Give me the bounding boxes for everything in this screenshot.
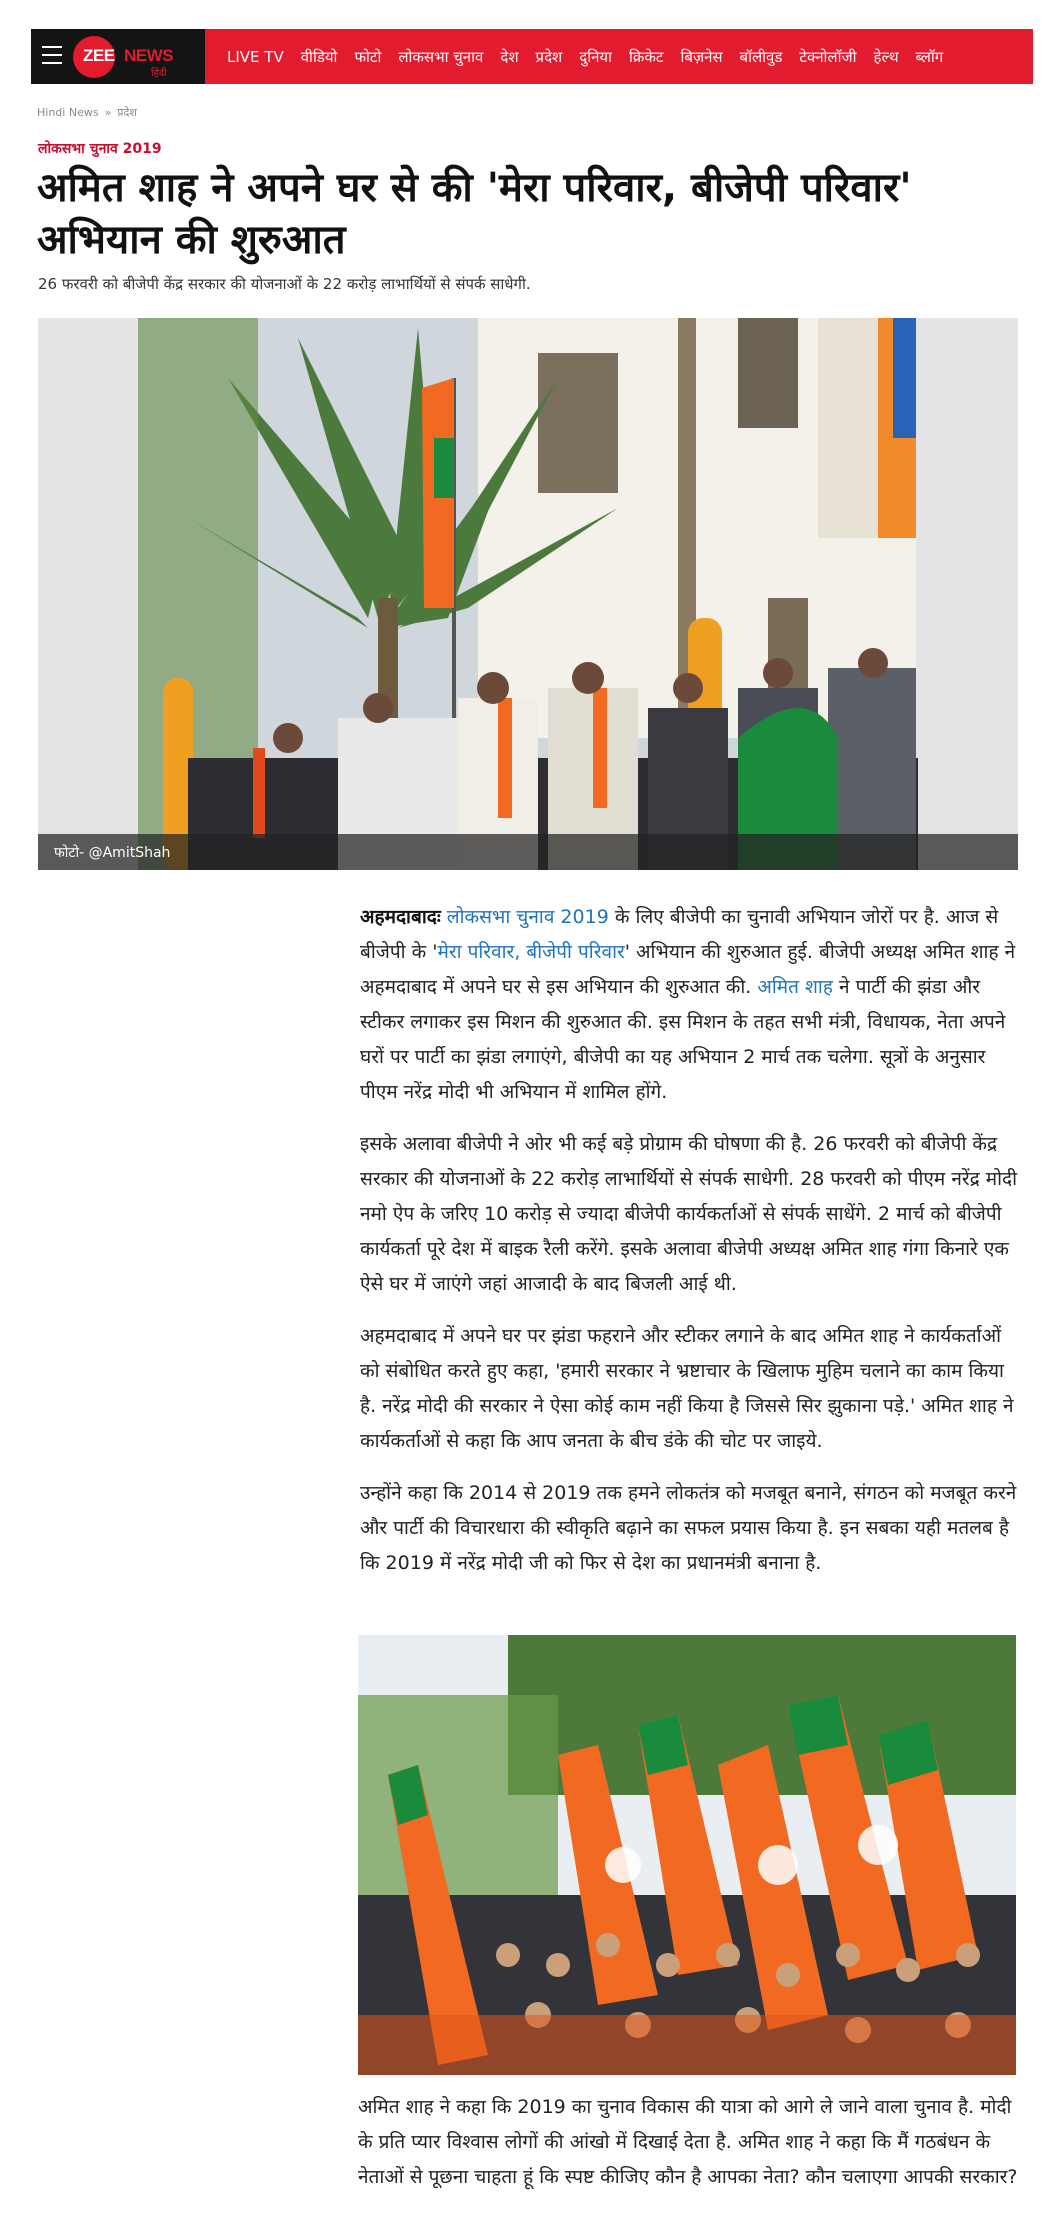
breadcrumb-home-link[interactable]: Hindi News [37, 106, 99, 119]
hero-photo [38, 318, 1018, 870]
nav-links [227, 29, 960, 84]
nav-link-technology[interactable]: टेक्नोलॉजी [799, 47, 857, 66]
top-navbar [31, 29, 1033, 84]
paragraph-1-text-c: ने पार्टी की झंडा और स्टीकर लगाकर इस मिशन की शुरुआत की. इस मिशन के तहत सभी मंत्री, विधायक, नेता अपने घरों पर पार्टी का झंडा लगाएंगे, बीजेपी का यह अभियान 2 मार्च तक चलेगा. सूत्रों के अनुसार पीएम नरेंद्र मोदी भी अभियान में शामिल होंगे. [360, 976, 1006, 1103]
article-headline: अमित शाह ने अपने घर से की 'मेरा परिवार, बीजेपी परिवार' अभियान की शुरुआत [37, 165, 912, 263]
paragraph-1-text-b: ' अभियान की शुरुआत हुई. बीजेपी अध्यक्ष अमित शाह ने अहमदाबाद में अपने घर से इस अभियान की शुरुआत की. [360, 941, 1016, 998]
nav-link-business[interactable]: बिज़नेस [680, 47, 723, 66]
breadcrumb-separator: » [104, 106, 112, 119]
article-body [360, 900, 1018, 1598]
logo-news-text: NEWS [124, 46, 173, 65]
nav-link-loksabha[interactable]: लोकसभा चुनाव [398, 47, 484, 66]
nav-link-bollywood[interactable]: बॉलीवुड [739, 47, 783, 66]
zee-news-logo[interactable] [73, 34, 201, 79]
article-category[interactable]: लोकसभा चुनाव 2019 [38, 141, 162, 157]
nav-link-cricket[interactable]: क्रिकेट [629, 47, 664, 66]
hamburger-menu-icon[interactable] [42, 46, 62, 66]
photo-caption-bar [38, 834, 1018, 870]
hero-photo-illustration [38, 318, 1018, 870]
article-paragraph-5: अमित शाह ने कहा कि 2019 का चुनाव विकास की यात्रा को आगे ले जाने वाला चुनाव है. मोदी के प्रति प्यार विश्वास लोगों की आंखो में दिखाई देता है. अमित शाह ने कहा कि मैं गठबंधन के नेताओं से पूछना चाहता हूं कि स्पष्ट कीजिए कौन है आपका नेता? कौन चलाएगा आपकी सरकार? [358, 2096, 1018, 2188]
nav-brand-area [31, 29, 205, 84]
logo-zee-text: ZEE [83, 46, 115, 65]
article-paragraph-1 [360, 900, 1018, 1110]
breadcrumb [37, 105, 137, 120]
dateline: अहमदाबादः [360, 906, 441, 928]
article-paragraph-2: इसके अलावा बीजेपी ने ओर भी कई बड़े प्रोग्राम की घोषणा की है. 26 फरवरी को बीजेपी केंद्र सरकार की योजनाओं के 22 करोड़ लाभार्थियों से संपर्क साधेगी. 28 फरवरी को पीएम नरेंद्र मोदी नमो ऐप के जरिए 10 करोड़ से ज्यादा बीजेपी कार्यकर्ताओं से संपर्क साधेंगे. 2 मार्च को बीजेपी कार्यकर्ता पूरे देश में बाइक रैली करेंगे. इसके अलावा बीजेपी अध्यक्ष अमित शाह गंगा किनारे एक ऐसे घर में जाएंगे जहां आजादी के बाद बिजली आई थी. [360, 1133, 1018, 1295]
link-loksabha-2019[interactable]: लोकसभा चुनाव 2019 [446, 906, 609, 928]
link-mera-parivar[interactable]: मेरा परिवार, बीजेपी परिवार [437, 941, 625, 963]
paragraph-1-text-a: के लिए बीजेपी का चुनावी अभियान जोरों पर है. आज से बीजेपी के ' [360, 906, 999, 963]
nav-link-duniya[interactable]: दुनिया [579, 47, 612, 66]
article-paragraph-3: अहमदाबाद में अपने घर पर झंडा फहराने और स्टीकर लगाने के बाद अमित शाह ने कार्यकर्ताओं को संबोधित करते हुए कहा, 'हमारी सरकार ने भ्रष्टाचार के खिलाफ मुहिम चलाने का काम किया है. नरेंद्र मोदी की सरकार ने ऐसा कोई काम नहीं किया है जिससे सिर झुकाना पड़े.' अमित शाह ने कार्यकर्ताओं से कहा कि आप जनता के बीच डंके की चोट पर जाइये. [360, 1325, 1014, 1452]
nav-link-blog[interactable]: ब्लॉग [915, 47, 944, 66]
logo-hindi-text: हिंदी [151, 68, 167, 79]
article-subtitle: 26 फरवरी को बीजेपी केंद्र सरकार की योजनाओं के 22 करोड़ लाभार्थियों से संपर्क साधेगी. [38, 275, 531, 293]
nav-link-pradesh[interactable]: प्रदेश [535, 47, 563, 66]
nav-link-health[interactable]: हेल्थ [873, 47, 899, 66]
rally-photo-illustration [358, 1635, 1016, 2075]
nav-link-video[interactable]: वीडियो [300, 47, 338, 66]
link-amit-shah[interactable]: अमित शाह [757, 976, 833, 998]
nav-link-photo[interactable]: फोटो [354, 47, 382, 66]
article-paragraph-4: उन्होंने कहा कि 2014 से 2019 तक हमने लोकतंत्र को मजबूत बनाने, संगठन को मजबूत करने और पार्टी की विचारधारा की स्वीकृति बढ़ाने का सफल प्रयास किया है. इन सबका यही मतलब है कि 2019 में नरेंद्र मोदी जी को फिर से देश का प्रधानमंत्री बनाना है. [360, 1482, 1017, 1574]
photo-caption: फोटो- @AmitShah [54, 845, 171, 861]
nav-link-desh[interactable]: देश [500, 47, 519, 66]
breadcrumb-section-link[interactable]: प्रदेश [117, 106, 137, 119]
article-photo-rally [358, 1635, 1016, 2075]
nav-link-live-tv[interactable]: LIVE TV [227, 47, 284, 66]
